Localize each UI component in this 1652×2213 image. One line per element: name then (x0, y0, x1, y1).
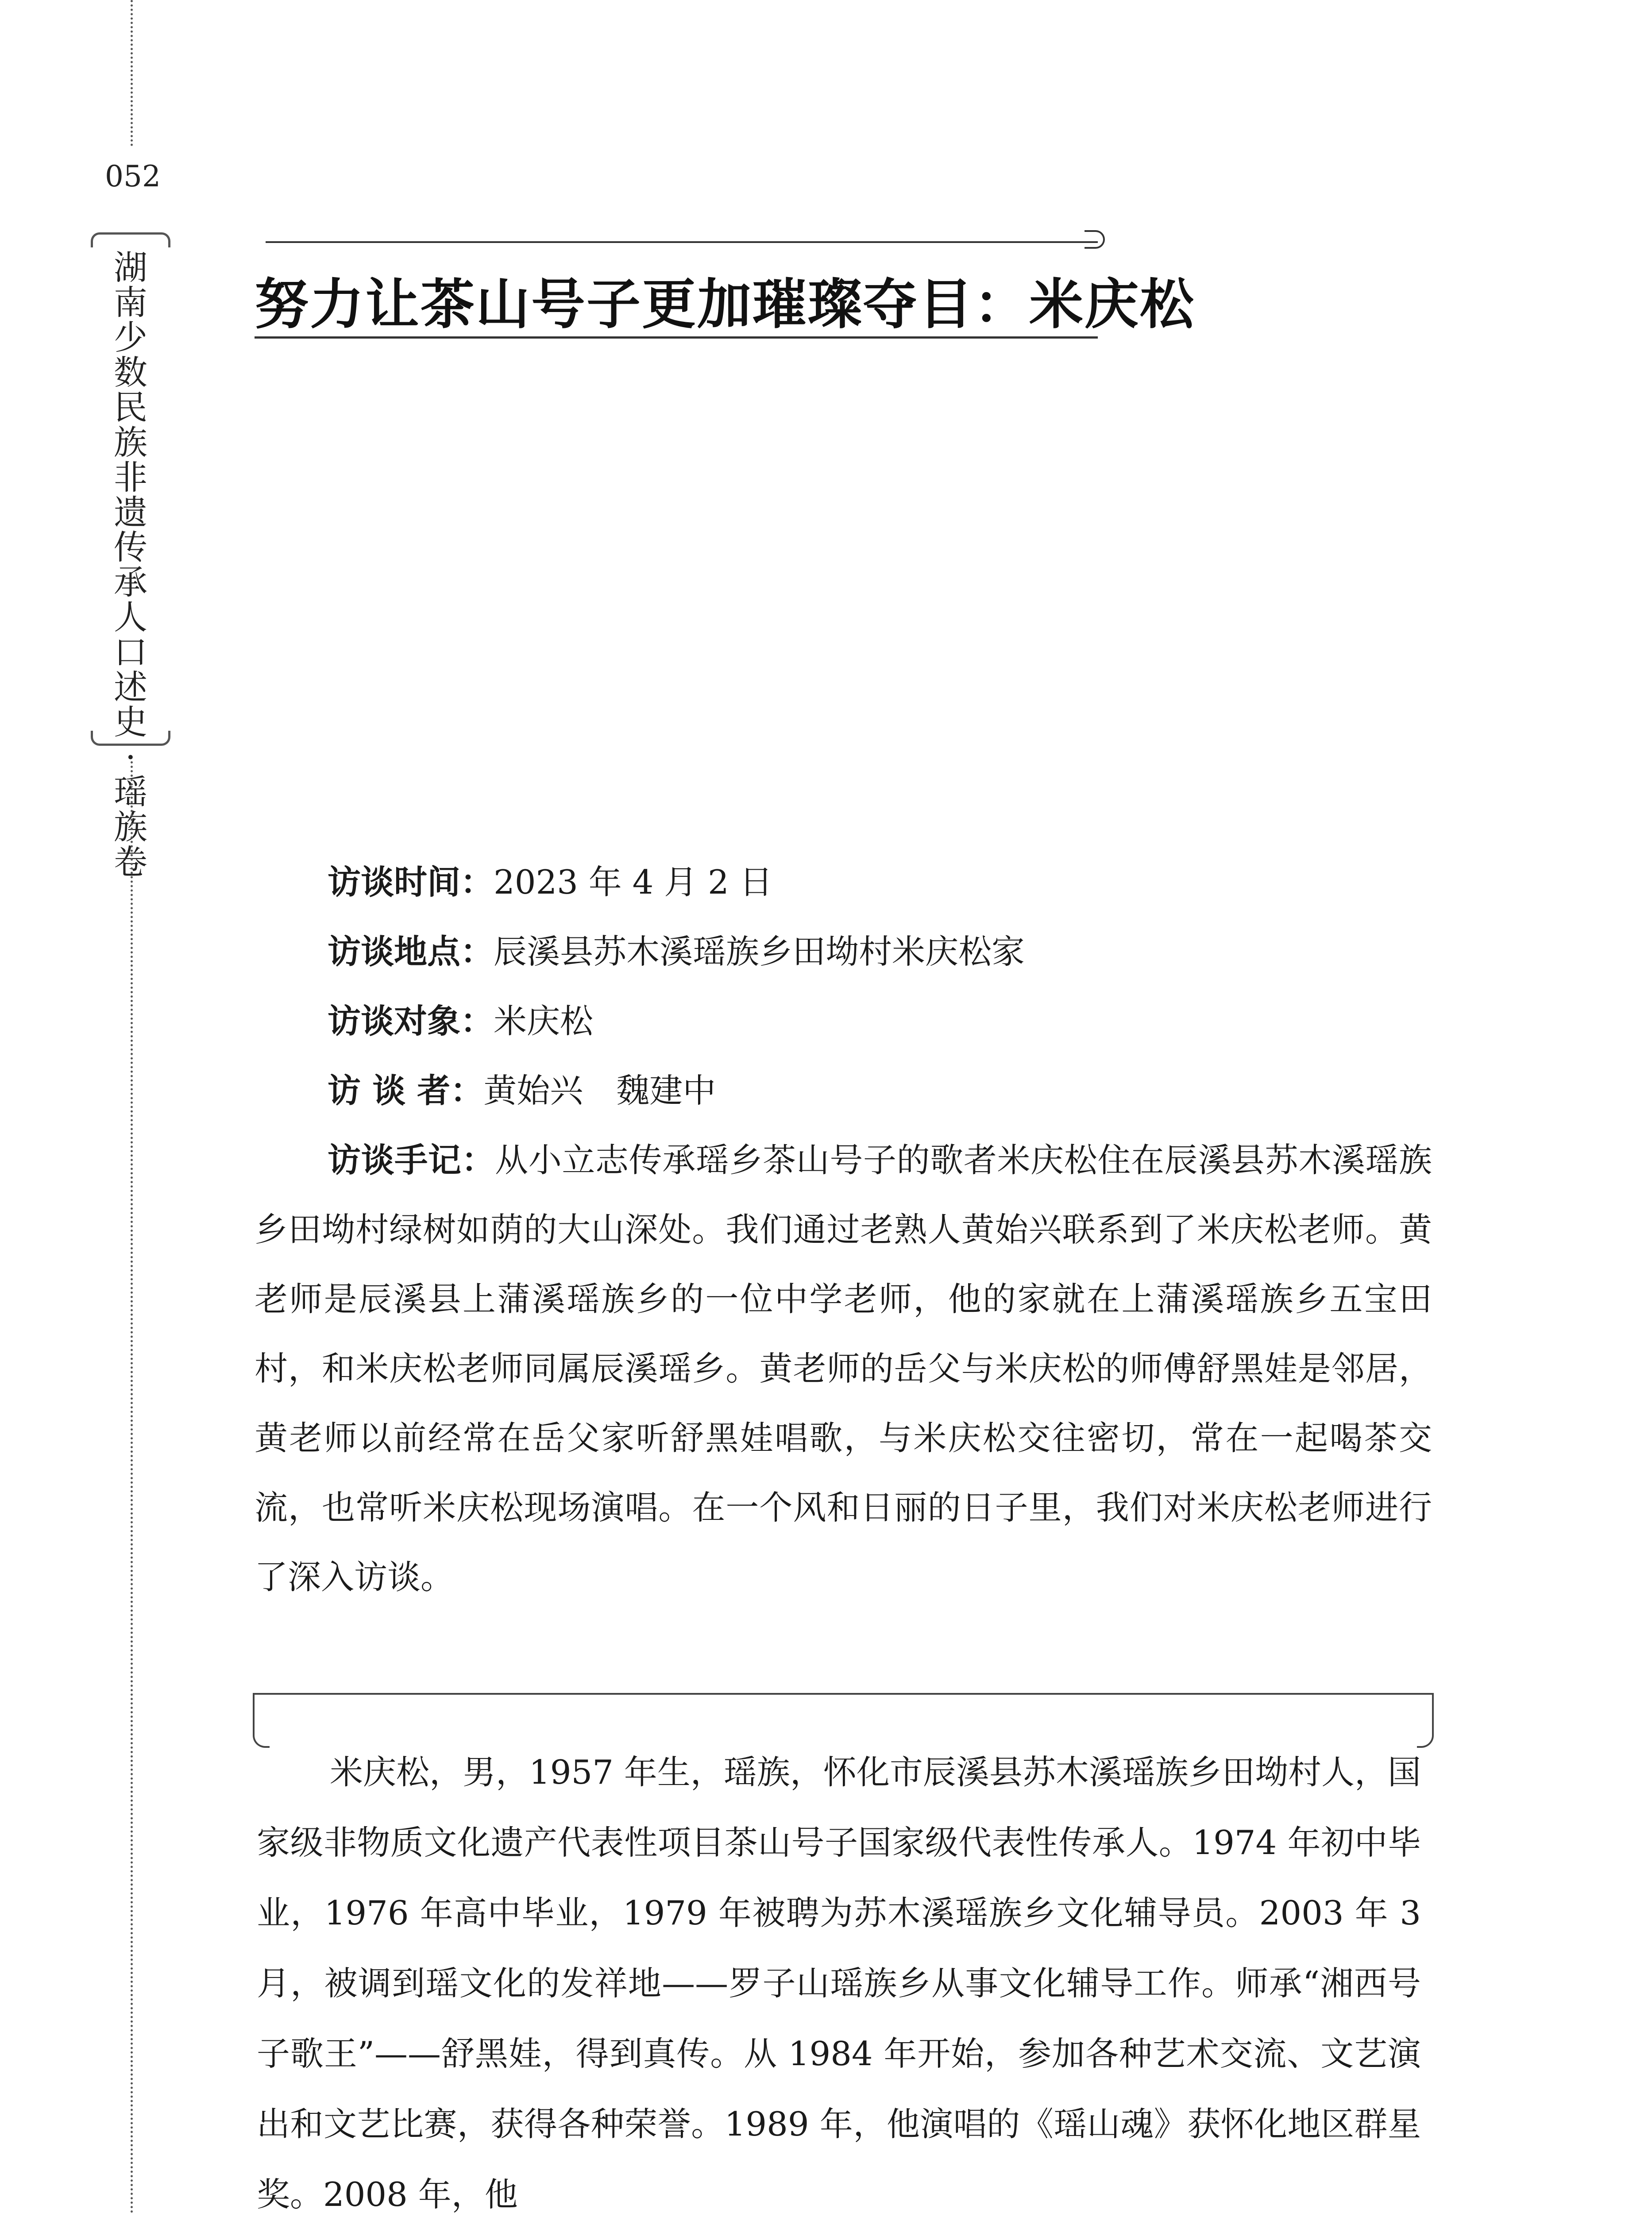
title-bottom-rule (255, 336, 1098, 339)
interview-subject-value: 米庆松 (494, 1002, 594, 1041)
interview-subject-label: 访谈对象： (328, 1002, 494, 1041)
chapter-title: 努力让茶山号子更加璀璨夺目：米庆松 (255, 272, 1195, 336)
interview-time-value: 2023 年 4 月 2 日 (494, 863, 773, 902)
interview-time (255, 848, 1432, 917)
margin-dotted-line-top (131, 0, 133, 146)
bio-frame-ornament (255, 1693, 1432, 1730)
running-head-bracket-top (91, 232, 170, 247)
interview-info (255, 848, 1432, 1612)
margin-dotted-line-bottom (131, 761, 133, 2213)
interview-time-label: 访谈时间： (328, 863, 494, 902)
interview-place (255, 917, 1432, 987)
interview-notes-label: 访谈手记： (328, 1141, 495, 1180)
interviewers (255, 1056, 1432, 1126)
interview-notes-text: 从小立志传承瑶乡茶山号子的歌者米庆松住在辰溪县苏木溪瑶族乡田坳村绿树如荫的大山深处。我们通过老熟人黄始兴联系到了米庆松老师。黄老师是辰溪县上蒲溪瑶族乡的一位中学老师，他的家就在上蒲溪瑶族乡五宝田村，和米庆松老师同属辰溪瑶乡。黄老师的岳父与米庆松的师傅舒黑娃是邻居，黄老师以前经常在岳父家听舒黑娃唱歌，与米庆松交往密切，常在一起喝茶交流，也常听米庆松现场演唱。在一个风和日丽的日子里，我们对米庆松老师进行了深入访谈。 (255, 1141, 1432, 1596)
page-number: 052 (105, 159, 161, 193)
interview-subject (255, 987, 1432, 1056)
interviewers-value: 黄始兴 魏建中 (483, 1071, 716, 1110)
running-head (91, 232, 170, 882)
interview-place-label: 访谈地点： (328, 932, 494, 971)
biography-paragraph: 米庆松，男，1957 年生，瑶族，怀化市辰溪县苏木溪瑶族乡田坳村人，国家级非物质文化遗产代表性项目茶山号子国家级代表性传承人。1974 年初中毕业，1976 年高中毕业，1979 年被聘为苏木溪瑶族乡文化辅导员。2003 年 3 月，被调到瑶文化的发祥地——罗子山瑶族乡从事文化辅导工作。师承“湘西号子歌王”——舒黑娃，得到真传。从 1984 年开始，参加各种艺术交流、文艺演出和文艺比赛，获得各种荣誉。1989 年，他演唱的《瑶山魂》获怀化地区群星奖。2008 年，他 (257, 1753, 1421, 2213)
running-head-bracket-bottom (91, 731, 170, 746)
interview-notes (255, 1126, 1432, 1612)
interviewers-label: 访 谈 者： (328, 1071, 484, 1110)
title-rule-curl-ornament (1085, 230, 1105, 249)
title-top-rule (266, 241, 1098, 243)
interview-place-value: 辰溪县苏木溪瑶族乡田坳村米庆松家 (494, 932, 1025, 971)
running-head-text: 湖南少数民族非遗传承人口述史·瑶族卷 (114, 248, 147, 882)
